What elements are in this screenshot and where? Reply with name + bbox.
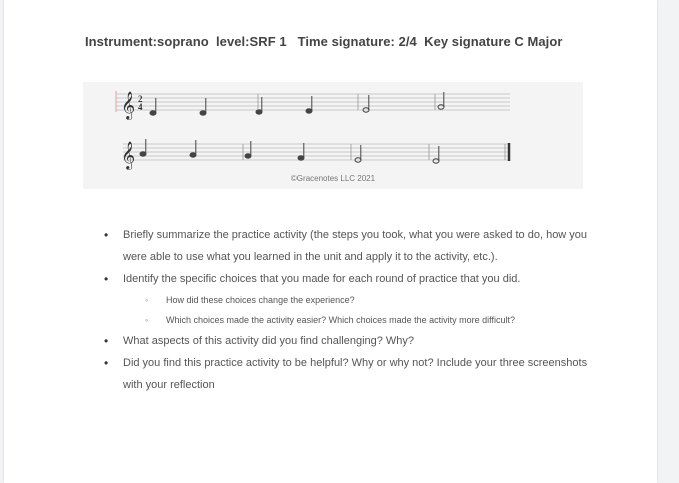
sub-list-item: ◦ How did these choices change the experience? [101,290,601,310]
svg-text:4: 4 [138,102,143,112]
list-item: • Identify the specific choices that you made for each round of practice that you did. ◦ How did these choices change the experience? ◦ Which choices made the activity easier? Which choices made the activity more difficult? [101,268,601,330]
page-heading: Instrument:soprano level:SRF 1 Time signature: 2/4 Key signature C Major [85,34,563,49]
sheet-music-image [83,82,583,189]
svg-text:𝄞: 𝄞 [121,91,136,119]
music-staff-graphic [83,82,583,189]
svg-text:2: 2 [138,94,143,104]
svg-text:𝄞: 𝄞 [121,141,136,169]
list-item: • Did you find this practice activity to be helpful? Why or why not? Include your three screenshots with your reflection [101,352,601,396]
list-item: • What aspects of this activity did you find challenging? Why? [101,330,601,352]
copyright-caption: ©Gracenotes LLC 2021 [290,174,376,183]
document-page [4,0,657,483]
sub-list [123,290,601,330]
reflection-prompt-list [101,224,601,396]
list-item: • Briefly summarize the practice activity (the steps you took, what you were asked to do, how you were able to use what you learned in the unit and apply it to the activity, etc.). [101,224,601,268]
sub-list-item: ◦ Which choices made the activity easier? Which choices made the activity more difficult? [101,310,601,330]
